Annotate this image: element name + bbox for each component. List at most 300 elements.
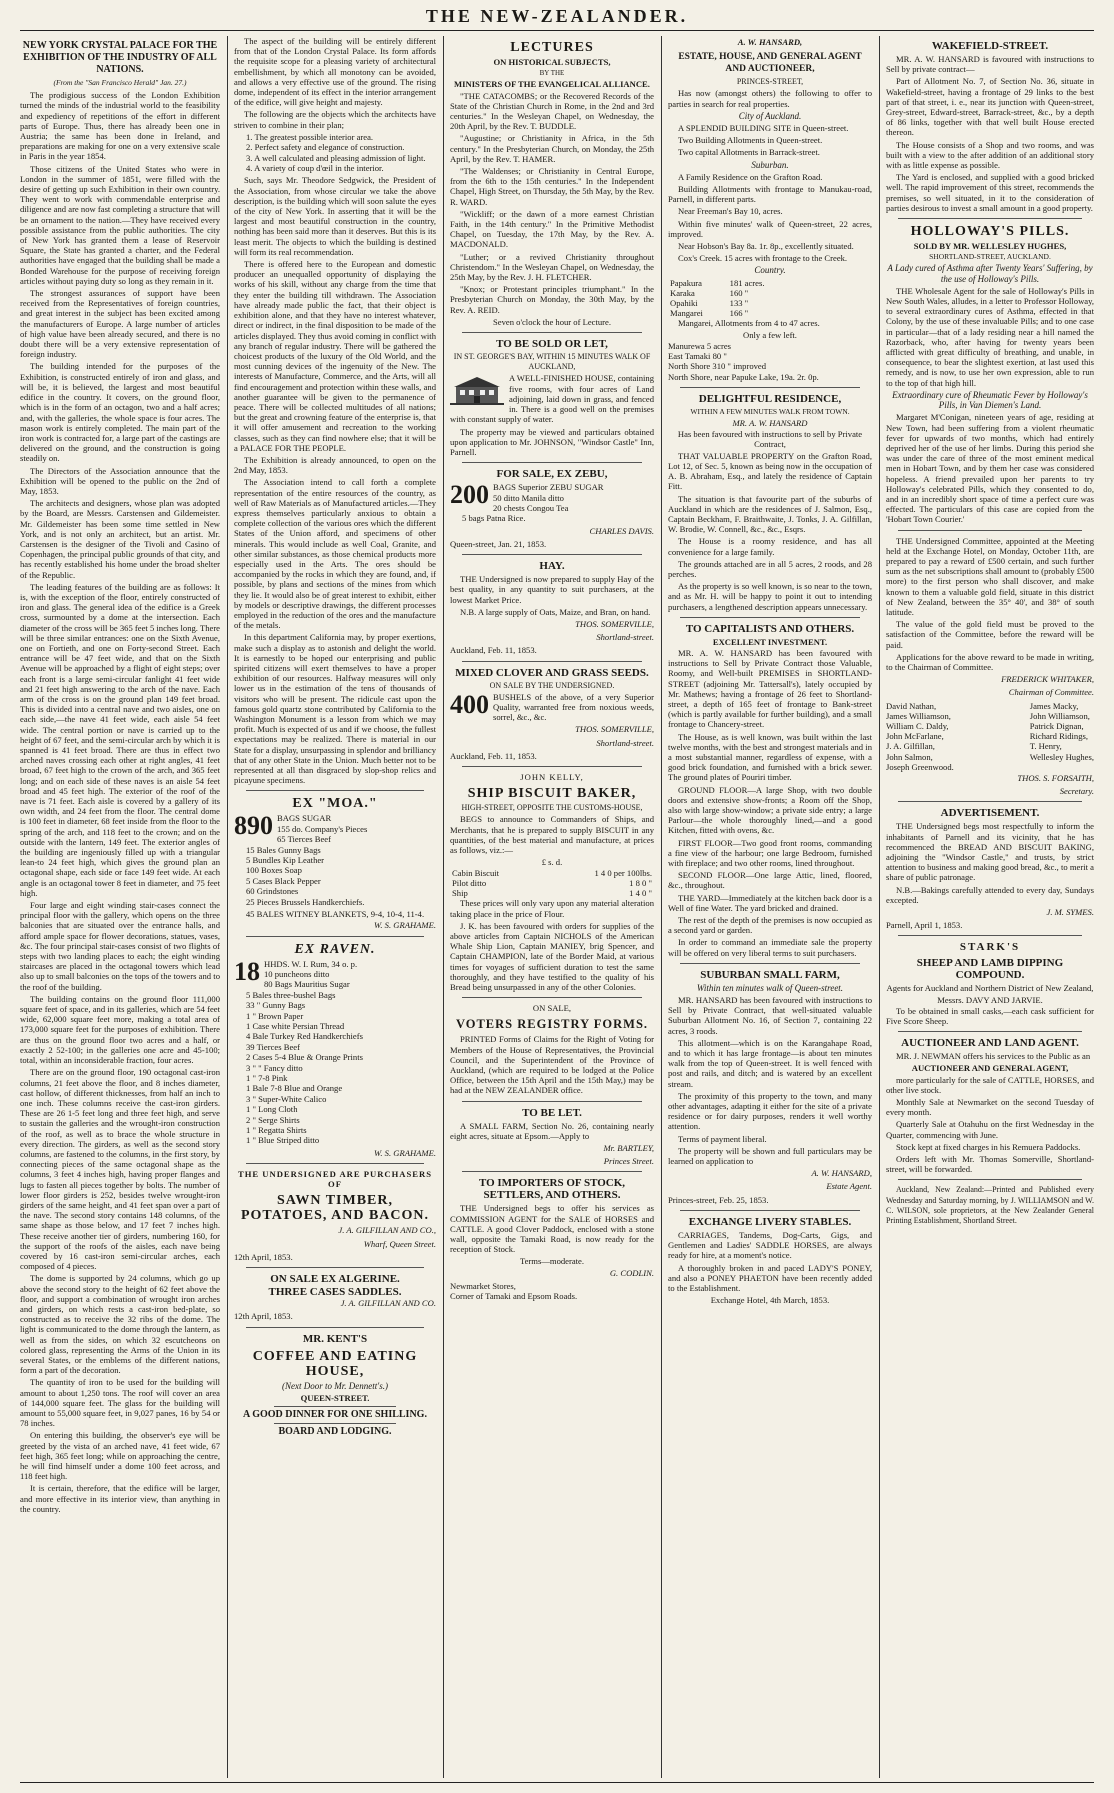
clover-body: BUSHELS of the above, of a very Superior Quality, warranted free from noxious weeds, sorrel, &c., &c.	[493, 691, 654, 723]
divider	[898, 935, 1082, 936]
acres-qty: 166 "	[729, 307, 749, 318]
timber-title: SAWN TIMBER, POTATOES, AND BACON.	[240, 1193, 430, 1224]
kelly-advert	[450, 772, 654, 992]
hansard-suburban: Suburban.	[751, 159, 789, 170]
committee-names-left	[886, 701, 954, 772]
let-advert	[450, 1107, 654, 1167]
hay-title: HAY.	[539, 560, 565, 573]
hansard-name: A. W. HANSARD,	[737, 37, 803, 47]
divider	[274, 1406, 396, 1407]
wakefield-advert	[886, 40, 1094, 213]
algerine-signature: J. A. GILFILLAN AND CO.	[340, 1298, 436, 1309]
farm-p5: The property will be shown and full particulars may be learned on application to	[668, 1145, 872, 1167]
capitalists-title: TO CAPITALISTS AND OTHERS.	[685, 622, 855, 635]
article-paragraph: Four large and eight winding stair-cases connect the principal floor with the gallery, which opens on the three balconies that are situated over the entrance halls, and afford ample space for flower decorations, statues, vases, &c. The four principal stair-cases consist of two flights of steps with two landing places to each; the eight winding staircases are placed in the octagonal towers which lead also up to small balconies on the tops of the towers and to the roof of the building.	[20, 900, 220, 992]
wakefield-p2: Part of Allotment No. 7, of Section No. 36, situate in Wakefield-street, having a frontage of 29 links to the best part of that street, i. e., near its junction with Queen-street, Grey-street, Edward-street, Barrack-street, &c., by a depth of 86 links, together with that well built House erected thereon.	[886, 76, 1094, 138]
zebu-item: 50 ditto Manila ditto	[493, 492, 564, 503]
timber-address: Wharf, Queen Street.	[363, 1238, 436, 1249]
hansard-street: PRINCES-STREET,	[736, 77, 804, 87]
hansard-p13: East Tamaki 80 "	[668, 351, 727, 362]
residence-p1: THAT VALUABLE PROPERTY on the Grafton Road, Lot 12, of Sec. 5, known as being now in the occupation of A. B. Abraham, Esq., and lately the residence of Captain Fitt.	[668, 450, 872, 492]
hansard-city: City of Auckland.	[738, 110, 802, 121]
farm-p4: Terms of payment liberal.	[678, 1133, 767, 1144]
architect-objects-list	[246, 132, 436, 174]
residence-p5: As the property is so well known, is so near to the town, and as Mr. H. will be happy to point it out to intending purchasers, a lengthened description appears unnecessary.	[668, 581, 872, 612]
committee-secretary: THOS. S. FORSAITH,	[1017, 773, 1094, 783]
residence-p2: The situation is that favourite part of the suburbs of Auckland in which are the residences of J. Salmon, Esq., Captain Beckham, F. Braithwaite, J. Tonks, J. A. Gilfillan, W. Brodie, W. Connell, &c., &c., Esqrs.	[668, 493, 872, 535]
moa-item: 5 Cases Black Pepper	[246, 875, 321, 886]
newman-p2: more particularly for the sale of CATTLE, HORSES, and other live stock.	[886, 1074, 1094, 1095]
acres-place: Opahiki	[670, 297, 698, 308]
moa-signature: W. S. GRAHAME.	[374, 920, 436, 931]
stark-p3: To be obtained in small casks,—each cask sufficient for Five Score Sheep.	[886, 1005, 1094, 1027]
hansard-p6: Near Freeman's Bay 10, acres.	[678, 206, 783, 217]
bakery-p1: THE Undersigned begs most respectfully to inform the inhabitants of Parnell and its vicinity, that he has recommenced the BREAD AND BISCUIT BAKING, adjoining the "Windsor Castle," and trusts, by strict attention to business and making good bread, &c., to merit a share of public patronage.	[886, 821, 1094, 883]
bottom-rule	[20, 1782, 1094, 1783]
holloway-p1: THE Wholesale Agent for the sale of Holloway's Pills in New South Wales, alludes, in a letter to Professor Holloway, to several extraordinary cures of Asthma, effected in that Colony, by the use of these invaluable Pills; and to one case in particular—that of a lady residing near a hill named the Razorback, who, after having for twenty years been afflicted with great difficulty of breathing, and unable, in consequence, to bear the slightest exertion, at last used this remedy, and is now, to use her own expression, able to run to the top of that high hill.	[886, 285, 1094, 388]
hansard-body: Has now (amongst others) the following to offer to parties in search for real properties.	[668, 88, 872, 109]
newman-advert	[886, 1037, 1094, 1174]
raven-item: 1 " Blue Striped ditto	[246, 1135, 320, 1146]
holloway-title: HOLLOWAY'S PILLS.	[910, 224, 1070, 240]
hansard-p4: A Family Residence on the Grafton Road.	[678, 171, 823, 182]
committee-name: Richard Ridings,	[1029, 731, 1089, 742]
holloway-advert	[886, 224, 1094, 524]
moa-item: 5 Bundles Kip Leather	[246, 855, 325, 866]
divider	[898, 530, 1082, 531]
timber-lead: THE UNDERSIGNED ARE PURCHASERS OF	[237, 1169, 433, 1190]
divider	[274, 1423, 396, 1424]
kelly-p1: These prices will only vary upon any material alteration taking place in the price of Flour.	[450, 898, 654, 919]
zebu-item: 5 bags Patna Rice.	[462, 513, 526, 524]
lectures-list	[450, 91, 654, 315]
objects-list-item: 2. Perfect safety and elegance of construction.	[246, 142, 405, 153]
lectures-sub2: BY THE	[539, 69, 565, 78]
article-paragraph: The quantity of iron to be used for the building will amount to about 1,250 tons. The roof will cover an area of 144,000 square feet. The glass for the building will amount to 55,000 square feet, in 9,027 panes, 16 by 54 or 78 inches.	[20, 1377, 220, 1429]
st-george-sub: IN ST. GEORGE'S BAY, WITHIN 15 MINUTES WALK OF AUCKLAND,	[453, 352, 651, 372]
voters-title: VOTERS REGISTRY FORMS.	[455, 1017, 649, 1032]
divider	[680, 617, 860, 618]
lectures-title: LECTURES	[510, 40, 594, 55]
algerine-date: 12th April, 1853.	[234, 1311, 293, 1322]
farm-advert	[668, 969, 872, 1205]
house-icon	[450, 375, 504, 405]
hansard-p15: North Shore, near Papuke Lake, 19a. 2r. 0p.	[668, 371, 819, 382]
bakery-nb: N.B.—Bakings carefully attended to every day, Sundays excepted.	[886, 884, 1094, 905]
committee-name: John Williamson,	[1029, 710, 1090, 721]
divider	[246, 790, 424, 791]
committee-names	[886, 701, 1094, 772]
raven-advert	[234, 942, 436, 1159]
hansard-p3: Two capital Allotments in Barrack-street.	[678, 147, 820, 158]
voters-body: PRINTED Forms of Claims for the Right of Voting for Members of the House of Representatives, the Provincial Council, and the Superintendent of the Province of Auckland, (which are required to be lodged at the Police Office, between the 15th April and the 15th May,) may be had at the NEW ZEALANDER office.	[450, 1034, 654, 1096]
divider	[462, 1101, 642, 1102]
divider	[246, 1267, 424, 1268]
price-item: Pilot ditto	[452, 878, 487, 889]
column-5	[886, 36, 1094, 1778]
newman-p6: Orders left with Mr. Thomas Somerville, Shortland-street, will be forwarded.	[886, 1154, 1094, 1175]
zebu-items	[462, 482, 654, 524]
committee-chair: FREDERICK WHITAKER,	[1001, 674, 1094, 685]
raven-item: 2 Cases 5-4 Blue & Orange Prints	[246, 1052, 363, 1063]
st-george-body-2: The property may be viewed and particulars obtained upon application to Mr. JOHNSON, "Windsor Castle" Inn, Parnell.	[450, 426, 654, 457]
article-paragraph: There is offered here to the European and domestic producer an unequalled opportunity of displaying the works of his skill, without any charge from the time that they enter the building till withdrawn. The Association have already made public the fact, that their object is exhibition alone, and that they have no interest whatever, direct or indirect, in the final disposition to be made of the articles displayed. They thus avoid coming in conflict with any branch of regular industry. There will be gathered the choicest products of the luxury of the Old World, and the most cunning devices of the ingenuity of the New. The interests of Manufacture, Commerce, and the Arts, will all find encouragement and protection within these walls, and another guarantee will be given to the permanence of peace. There will be collected multitudes of all nations; but the great and crowning feature of the enterprise is, that it will offer amusement and recreation to the working classes, such as they can find nowhere else; that it will be a PALACE FOR THE PEOPLE.	[234, 259, 436, 453]
lectures-advert	[450, 40, 654, 327]
column-separator	[443, 36, 444, 1778]
divider	[898, 1031, 1082, 1032]
moa-items	[246, 813, 436, 907]
committee-advert	[886, 536, 1094, 797]
moa-item: 60 Grindstones	[246, 886, 299, 897]
raven-item: 1 Case white Persian Thread	[246, 1020, 345, 1031]
divider	[680, 963, 860, 964]
newman-title: AUCTIONEER AND LAND AGENT.	[901, 1037, 1079, 1050]
price-value: 1 4 0 per 100lbs.	[594, 868, 652, 879]
imprint: Auckland, New Zealand:—Printed and Published every Wednesday and Saturday morning, by J. WILLIAMSON and W. C. WILSON, sole proprietors, at the New Zealander General Printing Establishment, Shortland Street.	[886, 1185, 1094, 1226]
let-body: A SMALL FARM, Section No. 26, containing nearly eight acres, situate at Epsom.—Apply to	[450, 1120, 654, 1141]
capitalists-p6: THE YARD—Immediately at the kitchen back door is a Well of fine Water. The yard bricked and drained.	[668, 892, 872, 913]
zebu-item: BAGS Superior ZEBU SUGAR	[493, 482, 604, 493]
committee-name: J. A. Gilfillan,	[886, 741, 935, 752]
bakery-advert	[886, 807, 1094, 930]
raven-item: 1 Bale 7-8 Blue and Orange	[246, 1083, 343, 1094]
committee-name: James Macky,	[1029, 700, 1079, 711]
divider	[462, 462, 642, 463]
holloway-p2: Margaret M'Conigan, nineteen years of age, residing at New Town, had been suffering from a violent rheumatic fever for upwards of two months, which had entirely deprived her of the use of her limbs. During this period she was under the care of three of the most eminent medical men in Hobart Town, and by them her case was considered hopeless. A friend prevailed upon her parents to try Holloway's celebrated Pills, which they consented to do, and in an incredibly short space of time a perfect cure was effected. The particulars of this case are copied from the 'Hobart Town Courier.'	[886, 412, 1094, 525]
divider	[246, 936, 424, 937]
raven-item: 5 Bales three-bushel Bags	[246, 989, 336, 1000]
bakery-date: Parnell, April 1, 1853.	[886, 920, 963, 931]
farm-signature: A. W. HANSARD,	[811, 1168, 872, 1179]
hansard-p10: Mangarei, Allotments from 4 to 47 acres.	[678, 317, 820, 328]
hansard-p5: Building Allotments with frontage to Manukau-road, Parnell, in different parts.	[668, 184, 872, 205]
newman-p4: Quarterly Sale at Otahuhu on the first Wednesday in the Quarter, commencing with June.	[886, 1119, 1094, 1140]
zebu-title: FOR SALE, EX ZEBU,	[496, 468, 608, 481]
clover-big-number: 400	[450, 689, 489, 719]
lectures-sub1: ON HISTORICAL SUBJECTS,	[493, 57, 611, 67]
wakefield-p3: The House consists of a Shop and two rooms, and was built with a view to the after addition of an additional story with as little expense as possible.	[886, 139, 1094, 171]
wakefield-title: WAKEFIELD-STREET.	[931, 40, 1049, 52]
kent-advert	[234, 1333, 436, 1438]
kelly-sub: HIGH-STREET, OPPOSITE THE CUSTOMS-HOUSE,	[461, 803, 643, 813]
raven-item: 33 " Gunny Bags	[246, 1000, 306, 1011]
raven-item: 39 Tierces Beef	[246, 1041, 300, 1052]
article-paragraph: The aspect of the building will be entirely different from that of the London Crystal Palace. Its form affords the requisite scope for a pleasing variety of architectural embellishment, by which all monotony can be avoided, and allows a very effective use of the ground. The rising dome, independent of its effect in the interior arrangement of the edifice, will give height and majesty.	[234, 36, 436, 108]
column-2	[234, 36, 436, 1778]
hay-signature-2: Shortland-street.	[596, 632, 654, 643]
raven-item: 1 " Regatta Shirts	[246, 1125, 307, 1135]
price-row	[450, 878, 654, 888]
kent-title: MR. KENT'S	[302, 1332, 368, 1345]
price-row	[450, 888, 654, 898]
residence-name: MR. A. W. HANSARD	[732, 418, 808, 429]
stark-p1: Agents for Auckland and Northern District of New Zealand,	[886, 983, 1094, 994]
importers-address-2: Corner of Tamaki and Epsom Roads.	[450, 1291, 578, 1302]
kent-board: BOARD AND LODGING.	[278, 1426, 392, 1438]
hansard-p2: Two Building Allotments in Queen-street.	[678, 135, 823, 146]
st-george-body: A WELL-FINISHED HOUSE, containing five rooms, with four acres of Land adjoining, laid down in grass, and fenced in. There is a good well on the premises with constant supply of water.	[450, 373, 654, 425]
residence-title: DELIGHTFUL RESIDENCE,	[698, 392, 842, 405]
hansard-advert	[668, 37, 872, 382]
column-separator	[227, 36, 228, 1778]
algerine-title: ON SALE EX ALGERINE.	[270, 1273, 400, 1286]
raven-signature: W. S. GRAHAME.	[374, 1147, 436, 1158]
column-separator	[661, 36, 662, 1778]
divider	[680, 1210, 860, 1211]
st-george-advert	[450, 338, 654, 457]
farm-p2: This allotment—which is on the Karangahape Road, and to which it has large frontage—is about ten minutes walk from the top of Queen-street. It is well fenced with post and rails, and ditch; and is watered by an excellent stream.	[668, 1037, 872, 1089]
acres-row	[668, 308, 790, 318]
newman-p1b: AUCTIONEER AND GENERAL AGENT,	[911, 1063, 1069, 1074]
acres-place: Karaka	[670, 287, 695, 298]
committee-chair-2: Chairman of Committee.	[1008, 687, 1094, 698]
lecture-item: "The Waldenses; or Christianity in Central Europe, from the 6th to the 15th centuries." In the Independent Chapel, High Street, on Thursday, the 5th May, by the Rev. R. WARD.	[450, 166, 654, 207]
clover-signature: THOS. SOMERVILLE,	[575, 724, 654, 735]
raven-item: 4 Bale Turkey Red Handkerchiefs	[246, 1031, 363, 1042]
masthead: THE NEW-ZEALANDER.	[425, 6, 689, 26]
importers-address-1: Newmarket Stores,	[450, 1280, 516, 1291]
raven-title: EX RAVEN.	[294, 941, 376, 957]
objects-list-item: 1. The greatest possible interior area.	[246, 131, 374, 142]
kelly-name: JOHN KELLY,	[520, 771, 584, 782]
acres-place: Mangarei	[670, 307, 703, 318]
divider	[246, 1327, 424, 1328]
moa-item: BAGS SUGAR	[277, 813, 332, 824]
stark-title: STARK'S	[959, 941, 1021, 954]
residence-p4: The grounds attached are in all 5 acres, 2 roods, and 28 perches.	[668, 558, 872, 579]
livery-title: EXCHANGE LIVERY STABLES.	[688, 1215, 852, 1228]
article-paragraph: The following are the objects which the architects have striven to combine in their plan;	[234, 109, 436, 130]
committee-secretary-2: Secretary.	[1059, 786, 1094, 797]
article-paragraph: The Association intend to call forth a complete representation of the entire resources of the country, as well of Raw Materials as of Manufactured articles.—They express themselves particularly anxious to obtain a complete collection of the various ores which the different States of the Union afford, and specimens of other minerals. This would include as well Coal, Granite, and other similar substances, as those chemical products more especially used in the Arts. The ores should be accompanied by the rocks in which they are found, and, if possible, by plans and sections of the mines from which they lie. It would also be of great interest to exhibit, either by models or descriptive drawings, the different processes employed in the reduction of the ores and the manufacture of the metals.	[234, 477, 436, 631]
divider	[898, 218, 1082, 219]
committee-p1: THE Undersigned Committee, appointed at the Meeting held at the Exchange Hotel, on Monday, October 11th, are prepared to pay a reward of £500 certain, and such further sum as the net subscriptions shall amount to (probably £500 more) to the first person who shall discover, and make known to them a valuable gold field, situate in this district of New Zealand, between the 35° 40', and 38° of south latitude.	[886, 535, 1094, 617]
moa-blankets: 45 BALES WITNEY BLANKETS, 9-4, 10-4, 11-4.	[245, 909, 425, 920]
article-paragraph: Those citizens of the United States who were in London in the summer of 1851, were filled with the desire of getting up such Exhibition in their own country. They went to work with commendable enterprise and diligence and are now fast completing a structure that will be an ornament to the nation.—They have received every possible assistance from the public authorities. The city of New York has granted them a lease of Reservoir Square, the State has granted a charter, and the Federal authorities have engaged that the building shall be made a Bonded Warehouse for the purpose of receiving foreign articles without paying duty so long as they remain in it.	[20, 163, 220, 286]
column-4	[668, 36, 872, 1778]
committee-name: Joseph Greenwood.	[886, 761, 954, 772]
kent-sub: (Next Door to Mr. Dennett's.)	[282, 1380, 388, 1391]
article-paragraph: The building contains on the ground floor 111,000 square feet of space, and in its galleries, which are 54 feet wide, 62,000 square feet more, making a total area of 173,000 square feet for the purposes of exhibition. There are thus on the ground floor two acres and a half, or exactly 2 52-100; in the galleries one acre and 45-100; total, within an inconsiderable fraction, four acres.	[20, 993, 220, 1066]
committee-name: Wellesley Hughes,	[1029, 751, 1094, 762]
hay-date: Auckland, Feb. 11, 1853.	[450, 645, 537, 656]
wakefield-p4: The Yard is enclosed, and supplied with a good bricked well. The rapid improvement of this street, recommends the premises, so well situated, in it to the consideration of parties desirous to invest a small amount in a good property.	[886, 172, 1094, 213]
newman-p5: Stock kept at fixed charges in his Remuera Paddocks.	[896, 1141, 1081, 1152]
holloway-address: SHORTLAND-STREET, AUCKLAND.	[929, 252, 1051, 262]
kent-title-2: COFFEE AND EATING HOUSE,	[252, 1348, 418, 1379]
hansard-p9: Cox's Creek. 15 acres with frontage to the Creek.	[678, 253, 848, 264]
livery-p2: A thoroughly broken in and paced LADY'S PONEY, and also a PONEY PHAETON have been recently added to the Establishment.	[668, 1262, 872, 1293]
farm-signature-2: Estate Agent.	[826, 1181, 872, 1192]
article-paragraph: There are on the ground floor, 190 octagonal cast-iron columns, 21 feet above the floor, and 8 inches diameter, cast hollow, of different thicknesses, from half an inch to one inch. These columns receive the cast-iron girders. These are 26 1-5 feet long and three feet high, and serve to sustain the galleries and the wrought-iron construction of the roof, as well as to brace the whole structure in every direction. The girders, as well as the second story columns, are fastened to the columns, in the first story, by connecting pieces of the same octagonal shape as the columns, 3 feet 4 inches high, having proper flanges and lugs to fasten all pieces together by bolts. The number of lower floor girders is 252, besides twelve wrought-iron girders of the same height, and 41 feet span over a part of the nave. The second story contains 148 columns, of the same shape as those below, and 17 feet 7 inches high. These receive another tier of girders, numbering 160, for the support of the roofs of the aisles, each nave being covered by 16 cast-iron semi-circular arches, each composed of 4 pieces.	[20, 1067, 220, 1272]
price-value: 1 4 0 "	[629, 888, 652, 899]
let-title: TO BE LET.	[522, 1106, 582, 1119]
acres-row	[668, 278, 790, 288]
holloway-case-2: Extraordinary cure of Rheumatic Fever by Holloway's Pills, in Van Diemen's Land.	[892, 389, 1088, 411]
committee-names-right	[1030, 701, 1094, 772]
capitalists-p7: The rest of the depth of the premises is now occupied as a second yard or garden.	[668, 915, 872, 936]
column-3	[450, 36, 654, 1778]
capitalists-p4: FIRST FLOOR—Two good front rooms, commanding a fine view of the harbour; one large Bedroom, furnished with fireplace; and two other rooms, lined throughout.	[668, 837, 872, 868]
raven-item: 3 " Super-White Calico	[246, 1093, 327, 1104]
residence-advert	[668, 393, 872, 612]
bakery-signature: J. M. SYMES.	[1046, 907, 1094, 918]
stark-title-2: SHEEP AND LAMB DIPPING COMPOUND.	[916, 957, 1064, 982]
raven-item: 2 " Serge Shirts	[246, 1114, 300, 1125]
lecture-item: "Augustine; or Christianity in Africa, in the 5th century." In the Presbyterian Church, on Monday, the 25th April, by the Rev. T. HAMER.	[450, 133, 654, 164]
acres-qty: 133 "	[729, 297, 749, 308]
divider	[462, 766, 642, 767]
article-paragraph: The strongest assurances of support have been received from the Representatives of foreign countries, and great interest in the subject has been excited among the manufacturers of Europe. A large number of articles of high value have been already secured, and there is no doubt there will be a very extensive representation of foreign industry.	[20, 288, 220, 360]
article-paragraph: On entering this building, the observer's eye will be greeted by the vista of an arched nave, 41 feet wide, 67 feet high, 365 feet long; while on approaching the centre, he will find himself under a dome 100 feet across, and 118 feet high.	[20, 1430, 220, 1482]
column-1	[20, 36, 220, 1778]
raven-item: 3 " " Fancy ditto	[246, 1062, 303, 1073]
residence-intro: Has been favoured with instructions to sell by Private Contract,	[677, 429, 863, 450]
committee-name: David Nathan,	[886, 700, 937, 711]
farm-sub: Within ten minutes walk of Queen-street.	[696, 982, 844, 993]
voters-onsale: ON SALE,	[532, 1003, 572, 1014]
importers-advert	[450, 1177, 654, 1301]
acres-qty: 181 acres.	[729, 277, 765, 288]
kelly-title: SHIP BISCUIT BAKER,	[467, 786, 637, 802]
article-paragraph: It is certain, therefore, that the edifice will be larger, and more effective in its interior view, than anything in the country.	[20, 1483, 220, 1514]
raven-item: 10 puncheons ditto	[264, 968, 330, 979]
livery-advert	[668, 1216, 872, 1305]
newman-p3: Monthly Sale at Newmarket on the second Tuesday of every month.	[886, 1097, 1094, 1118]
kelly-price-header: £ s. d.	[541, 857, 563, 868]
clover-title: MIXED CLOVER AND GRASS SEEDS.	[455, 666, 649, 679]
livery-date: Exchange Hotel, 4th March, 1853.	[710, 1295, 830, 1306]
lecture-item: "Wickliff; or the dawn of a more earnest Christian Faith, in the 14th century." In the Primitive Methodist Chapel, on Tuesday, the 17th May, by the Rev. A. MACDONALD.	[450, 208, 654, 250]
lecture-item: "Luther; or a revived Christianity throughout Christendom." In the Wesleyan Chapel, on Wednesday, the 25th May, by the Rev. J. H. FLETCHER.	[450, 251, 654, 283]
article-paragraph: The leading features of the building are as follows: It is, with the exception of the floor, entirely constructed of iron and glass. The general idea of the edifice is a Greek cross, surmounted by a dome at the intersection. Each diameter of the cross will be 365 feet 5 inches long. There will be three similar entrances: one on the Sixth Avenue, one on Fortieth, and one on Forty-second Street. Each entrance will be 47 feet wide, and that on the Sixth Avenue will be approached by a flight of eight steps; over each front is a large semi-circular fanlight 41 feet wide and 21 feet high answering to the arch of the nave. Each arm of the cross is on the ground plan 149 feet broad. This is divided into a central nave and two aisles, one on each side,—the nave 41 feet wide, each aisle 54 feet wide. The central portion or nave is carried up to the height of 67 feet, and the semi-circular arch by which it is spanned is 41 feet broad. There are thus in effect two arched naves crossing each other at right angles, 41 feet broad, 67 feet high to the crown of the arch, and 365 feet long; and on each side of these naves is an aisle 54 feet broad and 45 feet high. The exterior of the roof of the nave is 71 feet. Each aisle is covered by a gallery of its own width, and 24 feet from the floor. The central dome is 100 feet in diameter, 68 feet inside from the floor to the spring of the arch, and 118 feet to the crown; and on the outside with the lantern, 149 feet. The exterior angles of the building are ingeniously filled up with a triangular lean-to 24 feet high, which gives the ground plan an octagonal shape, each side or face 149 feet wide. At each angle is an octagonal tower 8 feet in diameter, and 75 feet high.	[20, 581, 220, 898]
residence-p3: The House is a roomy residence, and has all convenience for a large family.	[668, 536, 872, 557]
hansard-title: ESTATE, HOUSE, AND GENERAL AGENT AND AUCTIONEER,	[678, 52, 862, 75]
article-paragraph: The prodigious success of the London Exhibition turned the minds of the industrial world to the feasibility and expediency of repetitions of the effort in different parts of Europe. Thus, there has already been one in Austria; the same has been done in Ireland, and preparations are making for one on a very extensive scale in Paris in the year 1854.	[20, 90, 220, 162]
hansard-p12: Manurewa 5 acres	[668, 341, 731, 352]
committee-p3: Applications for the above reward to be made in writing, to the Chairman of Committee.	[886, 651, 1094, 672]
committee-name: Patrick Dignan,	[1029, 720, 1084, 731]
clover-advert	[450, 667, 654, 761]
let-signature-2: Princes Street.	[603, 1156, 654, 1167]
objects-list-item: 4. A variety of coup d'œil in the interior.	[246, 163, 384, 174]
stark-advert	[886, 941, 1094, 1026]
acres-row	[668, 288, 790, 298]
capitalists-p2: The House, as is well known, was built within the last twelve months, with the best and strongest materials and in a most substantial manner, regardless of expense, with a good brick foundation, and furnished with a brick sewer. The ground plates of Pouriri timber.	[668, 731, 872, 783]
clover-signature-2: Shortland-street.	[596, 737, 654, 748]
divider	[898, 1179, 1082, 1180]
crystal-palace-source: (From the "San Francisco Herald" Jan. 27.)	[53, 78, 187, 87]
clover-sub: ON SALE BY THE UNDERSIGNED.	[489, 680, 615, 690]
divider	[462, 1171, 642, 1172]
article-paragraph: In this department California may, by proper exertions, make such a display as to astonish and delight the world. It is earnestly to be hoped our enterprising and public spirited citizens will exert themselves to have a proper exhibition of our resources. Halfway measures will only lower us in the estimation of the tens of thousands of visitors who will be present. The ridicule cast upon the famous gold quartz stone contributed by California to the Washington Monument is a lesson from which we may profit. Much is expected of us and if we choose, the fullest expectations may be realized. There is material in our State for a display, unsurpassing in splendor and brilliancy that of any other State in the Union. Much better not to be represented at all than disgraced by slop-shop relics and picayune specimens.	[234, 632, 436, 786]
moa-item: 155 do. Company's Pieces	[277, 823, 368, 834]
price-item: Cabin Biscuit	[452, 868, 500, 879]
timber-advert	[234, 1169, 436, 1262]
raven-item: HHDS. W. I. Rum, 34 o. p.	[264, 958, 358, 969]
committee-name: T. Henry,	[1029, 741, 1062, 752]
capitalists-p5: SECOND FLOOR—One large Attic, lined, floored, &c., throughout.	[668, 870, 872, 891]
committee-name: James Williamson,	[886, 710, 951, 721]
hansard-country: Country.	[754, 265, 786, 276]
wakefield-p1: MR. A. W. HANSARD is favoured with instructions to Sell by private contract—	[886, 54, 1094, 75]
st-george-title: TO BE SOLD OR LET,	[496, 338, 608, 351]
zebu-date: Queen-street, Jan. 21, 1853.	[450, 538, 547, 549]
raven-items	[246, 959, 436, 1146]
hansard-p14: North Shore 310 " improved	[668, 361, 767, 372]
hansard-p11: Only a few left.	[743, 329, 797, 340]
farm-title: SUBURBAN SMALL FARM,	[700, 968, 840, 981]
acres-place: Papakura	[670, 277, 702, 288]
livery-p1: CARRIAGES, Tandems, Dog-Carts, Gigs, and Gentlemen and Ladies' SADDLE HORSES, are always ready for hire, at a moment's notice.	[668, 1229, 872, 1261]
holloway-case-1: A Lady cured of Asthma after Twenty Years' Suffering, by the use of Holloway's Pills.	[887, 263, 1093, 284]
importers-signature: G. CODLIN.	[609, 1267, 654, 1278]
raven-item: 1 " 7-8 Pink	[246, 1072, 288, 1083]
lectures-footer: Seven o'clock the hour of Lecture.	[493, 316, 611, 327]
stark-p2: Messrs. DAVY AND JARVIE.	[937, 994, 1043, 1005]
capitalists-sub: EXCELLENT INVESTMENT.	[712, 636, 828, 647]
lecture-item: "Knox; or Protestant principles triumphant." In the Presbyterian Church on Monday, the 30th May, by the Rev. A. REID.	[450, 284, 654, 315]
hay-signature: THOS. SOMERVILLE,	[575, 618, 654, 629]
holloway-sub: SOLD BY MR. WELLESLEY HUGHES,	[913, 241, 1067, 252]
newman-p1: MR. J. NEWMAN offers his services to the Public as an	[896, 1051, 1091, 1062]
residence-sub: WITHIN A FEW MINUTES WALK FROM TOWN.	[690, 406, 850, 416]
objects-list-item: 3. A well calculated and pleasing admission of light.	[246, 152, 426, 163]
timber-date: 12th April, 1853.	[234, 1251, 293, 1262]
article-paragraph: The building intended for the purposes of the Exhibition, is constructed entirely of iron and glass, and will be, it is believed, the largest and most beautiful edifice in the country. It covers, on the ground floor, which is in the form of an octagon, two and a half acres; and, with the galleries, the whole space is four acres. The mason work is entirely completed. The main part of the iron work is contracted for, a large part of the castings are delivered on the ground, and the construction is going steadily on.	[20, 361, 220, 464]
moa-item: 65 Tierces Beef	[277, 834, 331, 845]
divider	[462, 661, 642, 662]
moa-title: EX "MOA."	[292, 796, 378, 812]
moa-big-number: 890	[234, 811, 273, 841]
zebu-big-number: 200	[450, 480, 489, 510]
zebu-item: 20 chests Congou Tea	[493, 502, 569, 513]
lecture-item: "THE CATACOMBS; or the Recovered Records of the State of the Christian Church in Rome, in the 2nd and 3rd centuries." In the Wesleyan Chapel, on Wednesday, the 20th April, by the Rev. T. BUDDLE.	[450, 90, 654, 132]
moa-item: 100 Boxes Soap	[246, 865, 302, 876]
article-paragraph: Such, says Mr. Theodore Sedgwick, the President of the Association, from whose circular we take the above description, is the building which will soon salute the eyes of the city of New York. In asserting that it will be the largest and most beautiful construction in the country, nothing has been said more than it deserves. But this is its least merit. The objects to which the building is destined will form its real recommendation.	[234, 175, 436, 257]
price-value: 1 8 0 "	[629, 878, 652, 889]
algerine-advert	[234, 1273, 436, 1322]
article-paragraph: The Exhibition is already announced, to open on the 2nd May, 1853.	[234, 454, 436, 476]
timber-signature: J. A. GILFILLAN AND CO.,	[338, 1225, 436, 1236]
algerine-body: THREE CASES SADDLES.	[268, 1286, 402, 1299]
article-paragraph: The Directors of the Association announce that the Exhibition will be opened to the public on the 2nd of May, 1853.	[20, 465, 220, 496]
moa-advert	[234, 796, 436, 930]
kent-street: QUEEN-STREET.	[300, 1392, 370, 1403]
importers-terms: Terms—moderate.	[519, 1256, 585, 1267]
bakery-title: ADVERTISEMENT.	[940, 807, 1040, 820]
column-separator	[879, 36, 880, 1778]
farm-p1: MR. HANSARD has been favoured with instructions to Sell by Private Contract, that well-situated valuable Suburban Allotment No. 16, of Section 7, containing 22 acres, 3 roods.	[668, 995, 872, 1036]
crystal-palace-title: NEW YORK CRYSTAL PALACE FOR THE EXHIBITION OF THE INDUSTRY OF ALL NATIONS.	[22, 40, 218, 75]
divider	[462, 554, 642, 555]
raven-item: 1 " Brown Paper	[246, 1010, 304, 1021]
hay-body: THE Undersigned is now prepared to supply Hay of the best quality, in any quantity to suit purchasers, at the lowest Market Price.	[450, 574, 654, 605]
hay-nb: N.B. A large supply of Oats, Maize, and Bran, on hand.	[460, 606, 651, 617]
acres-qty: 160 "	[729, 287, 749, 298]
committee-p2: The value of the gold field must be proved to the satisfaction of the Committee, before the reward will be paid.	[886, 619, 1094, 650]
hansard-p7: Within five minutes' walk of Queen-street, 22 acres, improved.	[668, 218, 872, 239]
price-row	[450, 868, 654, 878]
committee-name: William C. Daldy,	[886, 720, 949, 731]
crystal-palace-continued	[234, 36, 436, 130]
capitalists-p3: GROUND FLOOR—A large Shop, with two double doors and extensive show-fronts; a Room off the Shop, also with large show-window; a private side entry; a large Parlour—the whole thoroughly lined,—and a good Kitchen, fitted with ovens, &c.	[668, 784, 872, 836]
zebu-advert	[450, 468, 654, 549]
crystal-palace-continued-2	[234, 175, 436, 785]
kelly-price-table	[450, 868, 654, 898]
capitalists-p8: In order to command an immediate sale the property will be offered on very liberal terms to suit purchasers.	[668, 937, 872, 958]
lectures-sub3: MINISTERS OF THE EVANGELICAL ALLIANCE.	[454, 79, 650, 90]
